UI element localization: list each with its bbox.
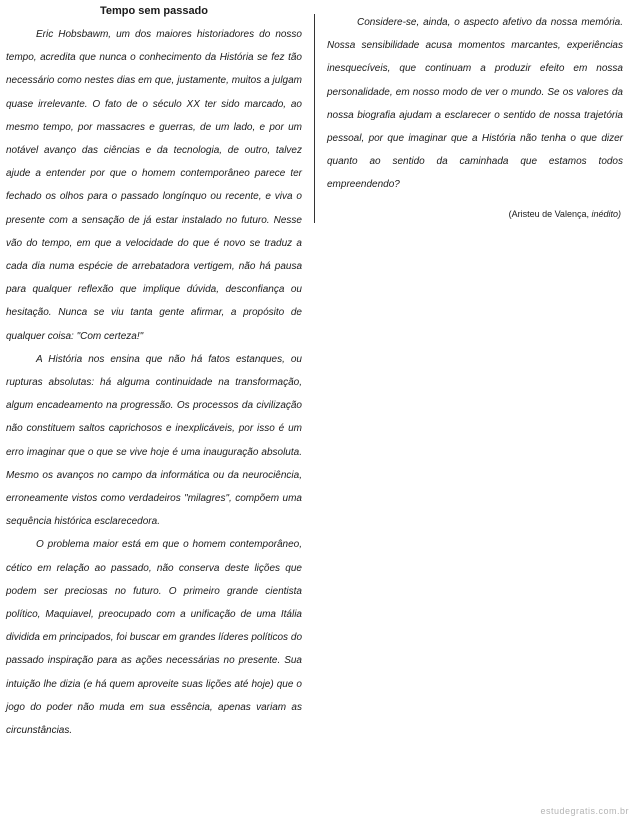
paragraph-2: A História nos ensina que não há fatos estanques, ou rupturas absolutas: há alguma continuidade na transformação, algum encadeamento na progressão. Os processos da civilização não constituem saltos caprichosos e inexplicáveis, por isso é um erro imaginar que o que se vive hoje é uma inauguração absoluta. Mesmo os avanços no campo da informática ou da neurociência, erroneamente vistos como verdadeiros "milagres", compõem uma sequência histórica esclarecedora. bbox=[6, 353, 302, 528]
document-title: Tempo sem passado bbox=[100, 5, 208, 17]
attribution-author: (Aristeu de Valença, bbox=[508, 209, 592, 219]
attribution bbox=[509, 208, 621, 220]
paragraph-4: Considere-se, ainda, o aspecto afetivo da nossa memória. Nossa sensibilidade acusa momentos marcantes, experiências inesquecíveis, que continuam a produzir efeito em nossa personalidade, em nosso modo de ver o mundo. Se os valores da nossa biografia ajudam a esclarecer o sentido de nossa trajetória pessoal, por que imaginar que a História não tenha o que dizer quanto ao sentido da caminhada que estamos todos empreendendo? bbox=[327, 17, 623, 191]
column-divider bbox=[314, 14, 315, 223]
paragraph-1: Eric Hobsbawm, um dos maiores historiadores do nosso tempo, acredita que nunca o conhecimento da História se fez tão necessário como nestes dias em que, justamente, muitos a julgam quase irrelevante. O fato de o século XX ter sido marcado, ao mesmo tempo, por massacres e guerras, de um lado, e por um notável avanço das ciências e da tecnologia, de outro, talvez ajude a entender por que o homem contemporâneo parece ter fechado os olhos para o passado longínquo ou recente, e viva o presente com a sensação de já estar instalado no futuro. Nesse vão do tempo, em que a velocidade do que é novo se traduz a cada dia numa espécie de arrebatadora vertigem, não há pausa para qualquer reflexão que implique dúvida, desconfiança ou hesitação. Nunca se viu tanta gente afirmar, a propósito de qualquer coisa: "Com certeza!" bbox=[6, 29, 302, 342]
site-watermark: estudegratis.com.br bbox=[540, 806, 629, 816]
attribution-note: inédito) bbox=[591, 209, 621, 219]
left-column bbox=[6, 23, 302, 742]
paragraph-3: O problema maior está em que o homem contemporâneo, cético em relação ao passado, não conserva deste lições que podem ser preciosas no futuro. O primeiro grande cientista político, Maquiavel, preocupado com a unificação de uma Itália dividida em principados, foi buscar em grandes líderes políticos do passado inspiração para as ações necessárias no presente. Sua intuição lhe dizia (e há quem aproveite suas lições até hoje) que o jogo do poder não muda em sua essência, apenas variam as circunstâncias. bbox=[6, 539, 302, 737]
right-column bbox=[327, 11, 623, 197]
